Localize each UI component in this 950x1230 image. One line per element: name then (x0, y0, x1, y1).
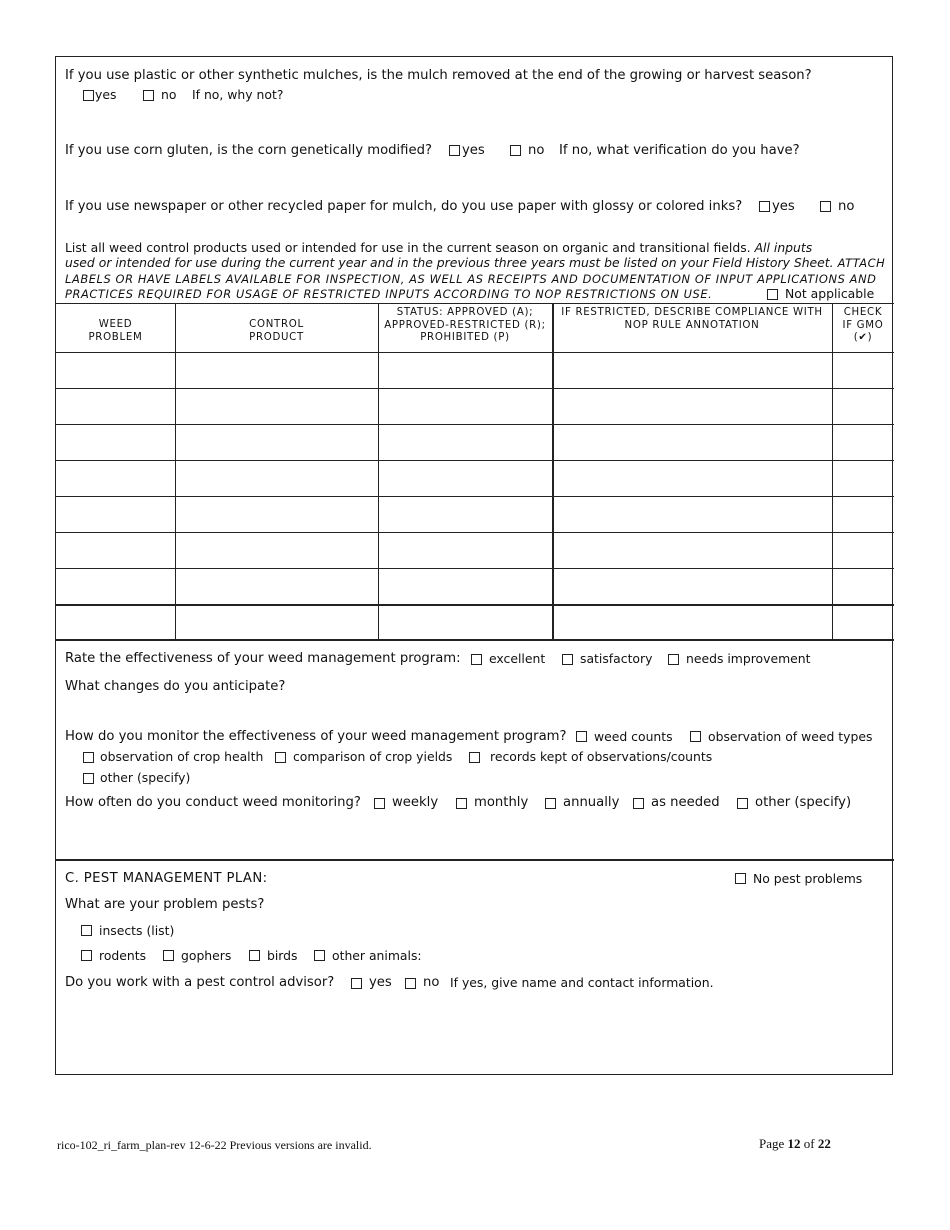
pest-question: What are your problem pests? (65, 897, 265, 912)
table-row-line (56, 532, 894, 533)
table-cell[interactable] (556, 542, 828, 558)
table-cell[interactable] (382, 542, 548, 558)
table-row-line (56, 352, 894, 353)
weed-list-line2-caps: ATTACH (837, 256, 886, 270)
table-cell[interactable] (60, 506, 171, 522)
paper-no-checkbox[interactable] (820, 201, 831, 212)
table-header-cell (175, 319, 378, 344)
monitor-weed-counts-checkbox[interactable] (576, 731, 587, 742)
table-cell[interactable] (179, 506, 374, 522)
mulch-yes-checkbox[interactable] (83, 90, 94, 101)
table-cell[interactable] (60, 362, 171, 378)
monitor-other-label: other (specify) (100, 770, 191, 785)
footer-revision: rico-102_ri_farm_plan-rev 12-6-22 Previous versions are invalid. (57, 1138, 372, 1152)
monitor-crop-health-checkbox[interactable] (83, 752, 94, 763)
table-column-divider (832, 303, 833, 640)
table-cell[interactable] (556, 434, 828, 450)
rate-excellent-label: excellent (489, 651, 546, 666)
weed-list-line4: PRACTICES REQUIRED FOR USAGE OF RESTRICTED INPUTS ACCORDING TO NOP RESTRICTIONS ON USE. (65, 287, 713, 301)
table-header-cell (832, 307, 894, 345)
table-cell[interactable] (179, 362, 374, 378)
monitor-other-checkbox[interactable] (83, 773, 94, 784)
table-cell[interactable] (60, 434, 171, 450)
table-header-cell (378, 307, 552, 345)
monitor-records-checkbox[interactable] (469, 752, 480, 763)
birds-checkbox[interactable] (249, 950, 260, 961)
weed-list-plain: List all weed control products used or intended for use in the current season on organic and transitional fields. (65, 240, 751, 255)
frequency-annually-label: annually (563, 795, 620, 810)
table-cell[interactable] (556, 506, 828, 522)
pest-heading: C. PEST MANAGEMENT PLAN: (65, 871, 268, 886)
corn-question: If you use corn gluten, is the corn genetically modified? (65, 143, 432, 158)
table-header-line: PROBLEM (88, 331, 143, 343)
frequency-other-label: other (specify) (755, 795, 852, 810)
table-cell[interactable] (556, 362, 828, 378)
mulch-no-checkbox[interactable] (143, 90, 154, 101)
advisor-question: Do you work with a pest control advisor? (65, 975, 335, 990)
table-cell[interactable] (836, 470, 890, 486)
monitor-crop-health-label: observation of crop health (100, 749, 264, 764)
rate-satisfactory-checkbox[interactable] (562, 654, 573, 665)
table-row-line (56, 496, 894, 497)
advisor-yes-checkbox[interactable] (351, 978, 362, 989)
weed-list-italic: All inputs (754, 240, 813, 255)
table-row-line (56, 568, 894, 569)
advisor-follow-up: If yes, give name and contact information. (450, 975, 714, 990)
rodents-label: rodents (99, 948, 147, 963)
monitor-weed-types-checkbox[interactable] (690, 731, 701, 742)
weed-list-line2 (65, 255, 885, 271)
monitor-crop-yields-label: comparison of crop yields (293, 749, 453, 764)
table-cell[interactable] (179, 542, 374, 558)
table-cell[interactable] (60, 398, 171, 414)
gophers-checkbox[interactable] (163, 950, 174, 961)
table-cell[interactable] (179, 434, 374, 450)
page-total: 22 (817, 1136, 831, 1151)
advisor-no-checkbox[interactable] (405, 978, 416, 989)
table-header-line: PRODUCT (249, 331, 304, 343)
table-cell[interactable] (382, 470, 548, 486)
weed-list-instructions (65, 240, 812, 256)
table-cell[interactable] (179, 470, 374, 486)
table-row-line (56, 604, 894, 606)
frequency-monthly-label: monthly (474, 795, 529, 810)
mulch-question: If you use plastic or other synthetic mulches, is the mulch removed at the end of the growing or harvest season? (65, 68, 812, 83)
table-header-line: CHECK (843, 307, 883, 318)
frequency-question: How often do you conduct weed monitoring? (65, 795, 361, 810)
table-cell[interactable] (382, 398, 548, 414)
monitor-records-label: records kept of observations/counts (490, 749, 713, 764)
monitor-question: How do you monitor the effectiveness of your weed management program? (65, 729, 567, 744)
table-column-divider (175, 303, 176, 640)
table-cell[interactable] (836, 614, 890, 630)
not-applicable-label: Not applicable (785, 286, 875, 301)
table-column-divider (552, 303, 554, 640)
table-cell[interactable] (382, 614, 548, 630)
table-cell[interactable] (556, 578, 828, 594)
table-header-cell (552, 307, 832, 332)
table-cell[interactable] (556, 614, 828, 630)
table-cell[interactable] (382, 506, 548, 522)
table-header-line: APPROVED-RESTRICTED (R); (384, 319, 546, 331)
rate-needs-improvement-checkbox[interactable] (668, 654, 679, 665)
frequency-other-checkbox[interactable] (737, 798, 748, 809)
frequency-monthly-checkbox[interactable] (456, 798, 467, 809)
frequency-as-needed-checkbox[interactable] (633, 798, 644, 809)
table-row-line (56, 388, 894, 389)
section-divider (56, 859, 894, 861)
advisor-no-label: no (423, 975, 440, 990)
table-header-cell (56, 319, 175, 344)
table-cell[interactable] (836, 362, 890, 378)
table-cell[interactable] (836, 578, 890, 594)
changes-question: What changes do you anticipate? (65, 679, 286, 694)
other-animals-label: other animals: (332, 948, 422, 963)
paper-no-label: no (838, 199, 855, 214)
table-column-divider (378, 303, 379, 640)
monitor-weed-counts-label: weed counts (594, 729, 673, 744)
table-cell[interactable] (60, 470, 171, 486)
table-cell[interactable] (556, 398, 828, 414)
corn-follow-up: If no, what verification do you have? (559, 143, 800, 158)
table-cell[interactable] (179, 398, 374, 414)
other-animals-checkbox[interactable] (314, 950, 325, 961)
advisor-yes-label: yes (369, 975, 392, 990)
table-bottom-border (56, 639, 894, 641)
insects-checkbox[interactable] (81, 925, 92, 936)
not-applicable-checkbox[interactable] (767, 289, 778, 300)
table-cell[interactable] (556, 470, 828, 486)
weed-list-line2-text: used or intended for use during the current year and in the previous three years must be listed on your Field History Sheet. (65, 255, 834, 270)
table-cell[interactable] (836, 434, 890, 450)
form-page (55, 56, 893, 1075)
insects-label: insects (list) (99, 923, 175, 938)
table-cell[interactable] (179, 614, 374, 630)
table-cell[interactable] (836, 542, 890, 558)
corn-no-label: no (528, 143, 545, 158)
corn-no-checkbox[interactable] (510, 145, 521, 156)
rate-satisfactory-label: satisfactory (580, 651, 653, 666)
table-row-line (56, 460, 894, 461)
table-header-line: IF RESTRICTED, DESCRIBE COMPLIANCE WITH (561, 307, 823, 318)
table-cell[interactable] (60, 542, 171, 558)
frequency-as-needed-label: as needed (651, 795, 720, 810)
frequency-weekly-checkbox[interactable] (374, 798, 385, 809)
rate-needs-improvement-label: needs improvement (686, 651, 811, 666)
table-cell[interactable] (179, 578, 374, 594)
table-header-line: NOP RULE ANNOTATION (624, 319, 760, 331)
table-cell[interactable] (60, 578, 171, 594)
table-header-line: CONTROL (249, 319, 304, 330)
page-current: 12 (787, 1136, 801, 1151)
table-cell[interactable] (836, 506, 890, 522)
monitor-weed-types-label: observation of weed types (708, 729, 873, 744)
no-pest-problems-label: No pest problems (753, 871, 863, 886)
table-header-line: STATUS: APPROVED (A); (396, 307, 534, 318)
table-header-line: WEED (98, 319, 133, 330)
table-cell[interactable] (60, 614, 171, 630)
table-cell[interactable] (382, 434, 548, 450)
paper-yes-label: yes (772, 199, 795, 214)
gophers-label: gophers (181, 948, 232, 963)
table-cell[interactable] (382, 362, 548, 378)
table-cell[interactable] (836, 398, 890, 414)
mulch-follow-up: If no, why not? (192, 87, 284, 102)
rate-excellent-checkbox[interactable] (471, 654, 482, 665)
table-top-border (56, 303, 894, 304)
page-of: of (803, 1136, 815, 1151)
corn-yes-label: yes (462, 143, 485, 158)
paper-question: If you use newspaper or other recycled paper for mulch, do you use paper with glossy or colored inks? (65, 199, 743, 214)
mulch-no-label: no (161, 87, 177, 102)
frequency-weekly-label: weekly (392, 795, 439, 810)
monitor-crop-yields-checkbox[interactable] (275, 752, 286, 763)
weed-list-line3: LABELS OR HAVE LABELS AVAILABLE FOR INSPECTION, AS WELL AS RECEIPTS AND DOCUMENTATION OF INPUT APPLICATIONS AND (65, 272, 877, 286)
page-prefix: Page (759, 1136, 785, 1151)
no-pest-problems-checkbox[interactable] (735, 873, 746, 884)
table-header-line: (✔) (853, 332, 873, 343)
frequency-annually-checkbox[interactable] (545, 798, 556, 809)
corn-yes-checkbox[interactable] (449, 145, 460, 156)
paper-yes-checkbox[interactable] (759, 201, 770, 212)
table-header-line: IF GMO (842, 319, 884, 331)
table-header-line: PROHIBITED (P) (420, 332, 510, 343)
rate-question: Rate the effectiveness of your weed management program: (65, 651, 461, 666)
mulch-yes-label: yes (95, 87, 117, 102)
footer-page-number (759, 1136, 831, 1152)
table-cell[interactable] (382, 578, 548, 594)
table-row-line (56, 424, 894, 425)
rodents-checkbox[interactable] (81, 950, 92, 961)
birds-label: birds (267, 948, 298, 963)
